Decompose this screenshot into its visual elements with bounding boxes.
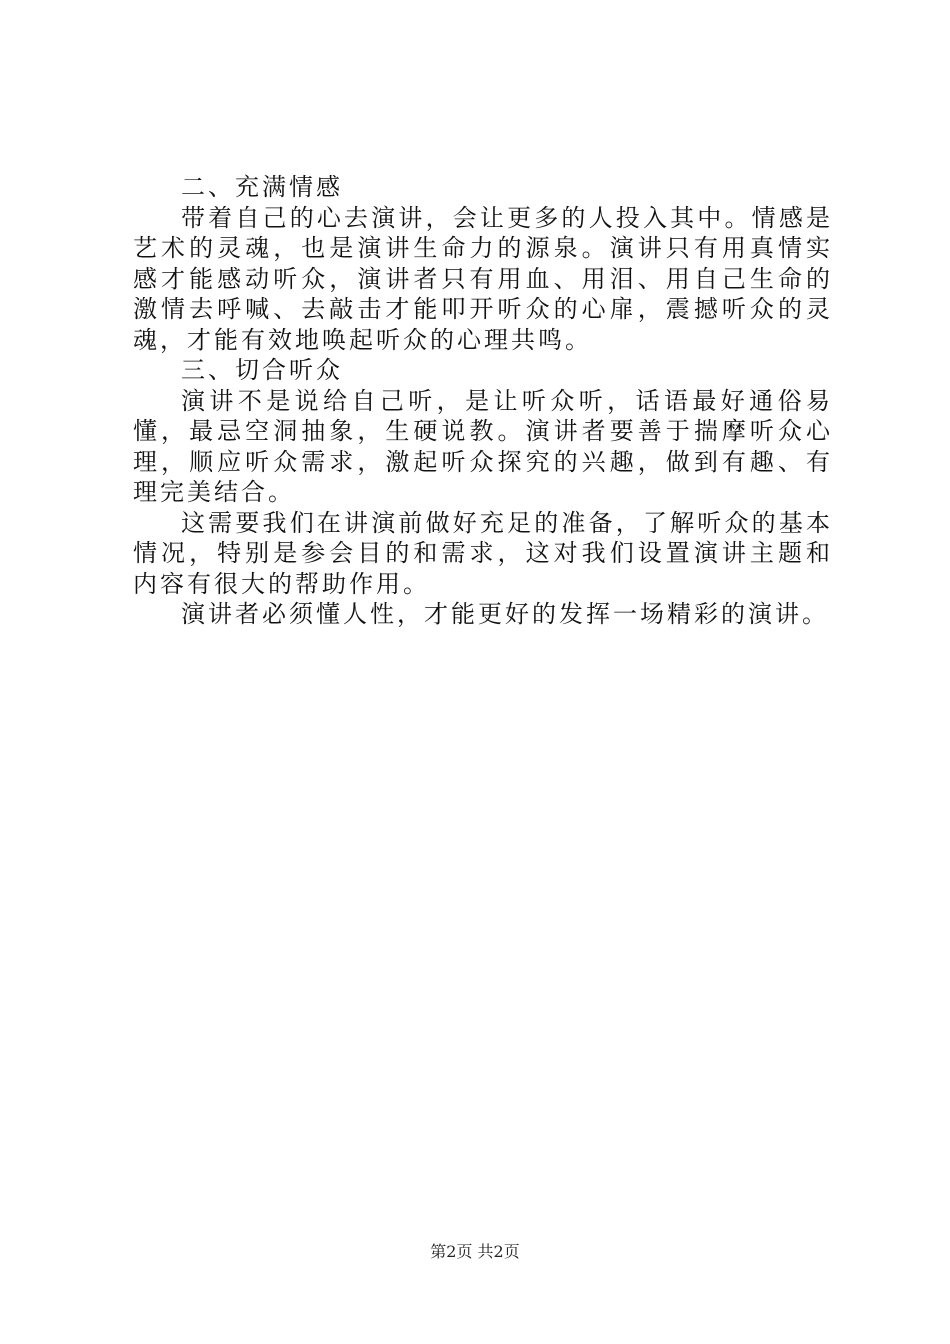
body-paragraph: 演讲不是说给自己听，是让听众听，话语最好通俗易懂，最忌空洞抽象，生硬说教。演讲者要善于揣摩听众心理，顺应听众需求，激起听众探究的兴趣，做到有趣、有理完美结合。: [133, 386, 833, 506]
body-paragraph: 带着自己的心去演讲，会让更多的人投入其中。情感是艺术的灵魂，也是演讲生命力的源泉。演讲只有用真情实感才能感动听众，演讲者只有用血、用泪、用自己生命的激情去呼喊、去敲击才能叩开听众的心扉，震撼听众的灵魂，才能有效地唤起听众的心理共鸣。: [133, 203, 833, 354]
section-heading-audience: 三、切合听众: [181, 356, 343, 384]
document-body: [133, 172, 833, 630]
page-number-footer: 第2页 共2页: [430, 1242, 520, 1261]
body-paragraph: 演讲者必须懂人性，才能更好的发挥一场精彩的演讲。: [181, 600, 829, 628]
section-heading-emotion: 二、充满情感: [181, 173, 343, 201]
body-paragraph: 这需要我们在讲演前做好充足的准备，了解听众的基本情况，特别是参会目的和需求，这对我们设置演讲主题和内容有很大的帮助作用。: [133, 508, 833, 598]
